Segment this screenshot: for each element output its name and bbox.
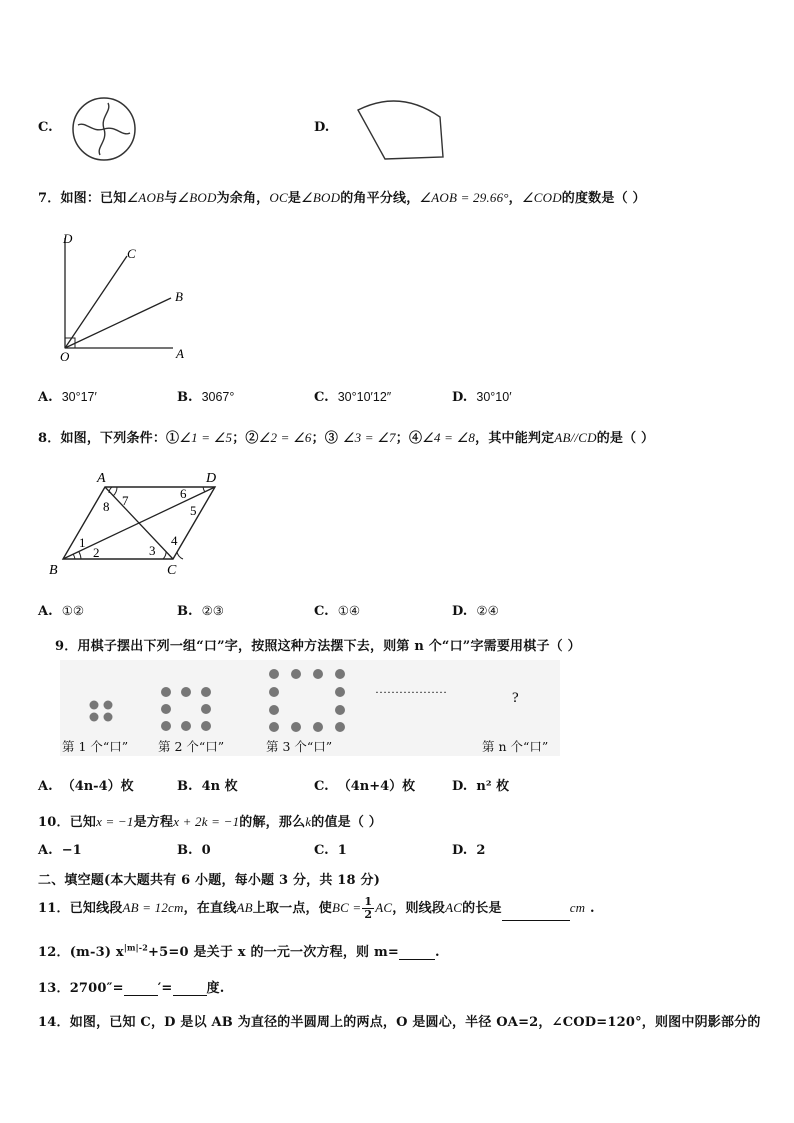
angle-1: 1	[79, 535, 86, 550]
q9-option-c: C. （4n+4）枚	[314, 779, 416, 794]
caption-1: 第 1 个“口”	[62, 739, 129, 754]
question-7: 7．如图：已知∠AOB与∠BOD为余角，OC是∠BOD的角平分线，∠AOB = 29.66°，∠COD的度数是（ ）	[38, 190, 646, 206]
question-14: 14．如图，已知 C，D 是以 AB 为直径的半圆周上的两点，O 是圆心，半径 OA=2，∠COD=120°，则图中阴影部分的	[38, 1015, 761, 1030]
answer-blank-11[interactable]	[502, 908, 570, 921]
angle-4: 4	[171, 533, 178, 548]
parallelogram-figure-q8	[45, 465, 235, 580]
question-11: 11．已知线段AB = 12cm，在直线AB上取一点，使BC = $\frac{1}{2}$ AC，则线段AC的长是 cm .	[38, 895, 595, 921]
sector-figure	[355, 95, 450, 165]
answer-blank-13a[interactable]	[124, 983, 158, 996]
question-13: 13．2700″= ′= 度.	[38, 981, 225, 996]
angle-6: 6	[180, 486, 187, 501]
section-heading: 二、填空题(本大题共有 6 小题，每小题 3 分，共 18 分)	[38, 873, 381, 888]
q8-option-c: C. ①④	[314, 604, 361, 619]
vertex-b: B	[49, 563, 58, 578]
answer-blank-13b[interactable]	[173, 983, 207, 996]
q8-option-d: D. ②④	[452, 604, 499, 619]
angle-2: 2	[93, 545, 100, 560]
answer-blank-12[interactable]	[399, 947, 435, 960]
vertex-a: A	[97, 471, 106, 486]
q10-option-c: C. 1	[314, 843, 347, 858]
q6-option-d-label: D.	[314, 120, 330, 135]
angle-figure-q7	[55, 228, 205, 368]
angle-5: 5	[190, 503, 197, 518]
question-mark: ?	[512, 690, 519, 706]
q10-option-b: B. 0	[177, 843, 211, 858]
q7-option-d: D. 30°10′	[452, 390, 512, 405]
q9-option-b: B. 4n 枚	[177, 779, 238, 794]
caption-n: 第 n 个“口”	[482, 739, 549, 754]
q8-option-b: B. ②③	[177, 604, 224, 619]
vertex-d: D	[206, 471, 217, 486]
fraction-one-half: $\frac{1}{2}$	[364, 895, 373, 921]
q10-option-a: A. −1	[38, 843, 82, 858]
q7-option-b: B. 3067°	[177, 390, 235, 405]
pinwheel-circle-figure	[70, 95, 138, 163]
question-9: 9．用棋子摆出下列一组“口”字，按照这种方法摆下去，则第 n 个“口”字需要用棋子（ ）	[55, 639, 581, 654]
q10-option-d: D. 2	[452, 843, 486, 858]
ellipsis: ………………	[375, 682, 447, 696]
q7-option-c: C. 30°10′12″	[314, 390, 392, 405]
question-10: 10．已知x = −1是方程x + 2k = −1的解，那么k的值是（ ）	[38, 814, 383, 830]
caption-3: 第 3 个“口”	[266, 739, 333, 754]
angle-3: 3	[149, 543, 156, 558]
question-8: 8．如图，下列条件：①∠1 = ∠5；②∠2 = ∠6；③ ∠3 = ∠7；④∠4 = ∠8，其中能判定AB//CD的是（ ）	[38, 430, 655, 446]
label-c: C	[127, 246, 136, 261]
label-d: D	[63, 231, 73, 246]
caption-2: 第 2 个“口”	[158, 739, 225, 754]
q7-option-a: A. 30°17′	[38, 390, 97, 405]
q9-option-a: A. （4n-4）枚	[38, 779, 134, 794]
question-12: 12．(m-3) $x^{|m|-2}+5=0$ 是关于 x 的一元一次方程，则 m= .	[38, 942, 440, 960]
vertex-c: C	[167, 563, 177, 578]
label-o: O	[60, 349, 70, 364]
q6-option-c-label: C.	[38, 120, 53, 135]
angle-7: 7	[122, 493, 129, 508]
q8-option-a: A. ①②	[38, 604, 85, 619]
label-a: A	[176, 346, 184, 361]
label-b: B	[175, 289, 183, 304]
q9-option-d: D. n² 枚	[452, 779, 510, 794]
angle-8: 8	[103, 499, 110, 514]
